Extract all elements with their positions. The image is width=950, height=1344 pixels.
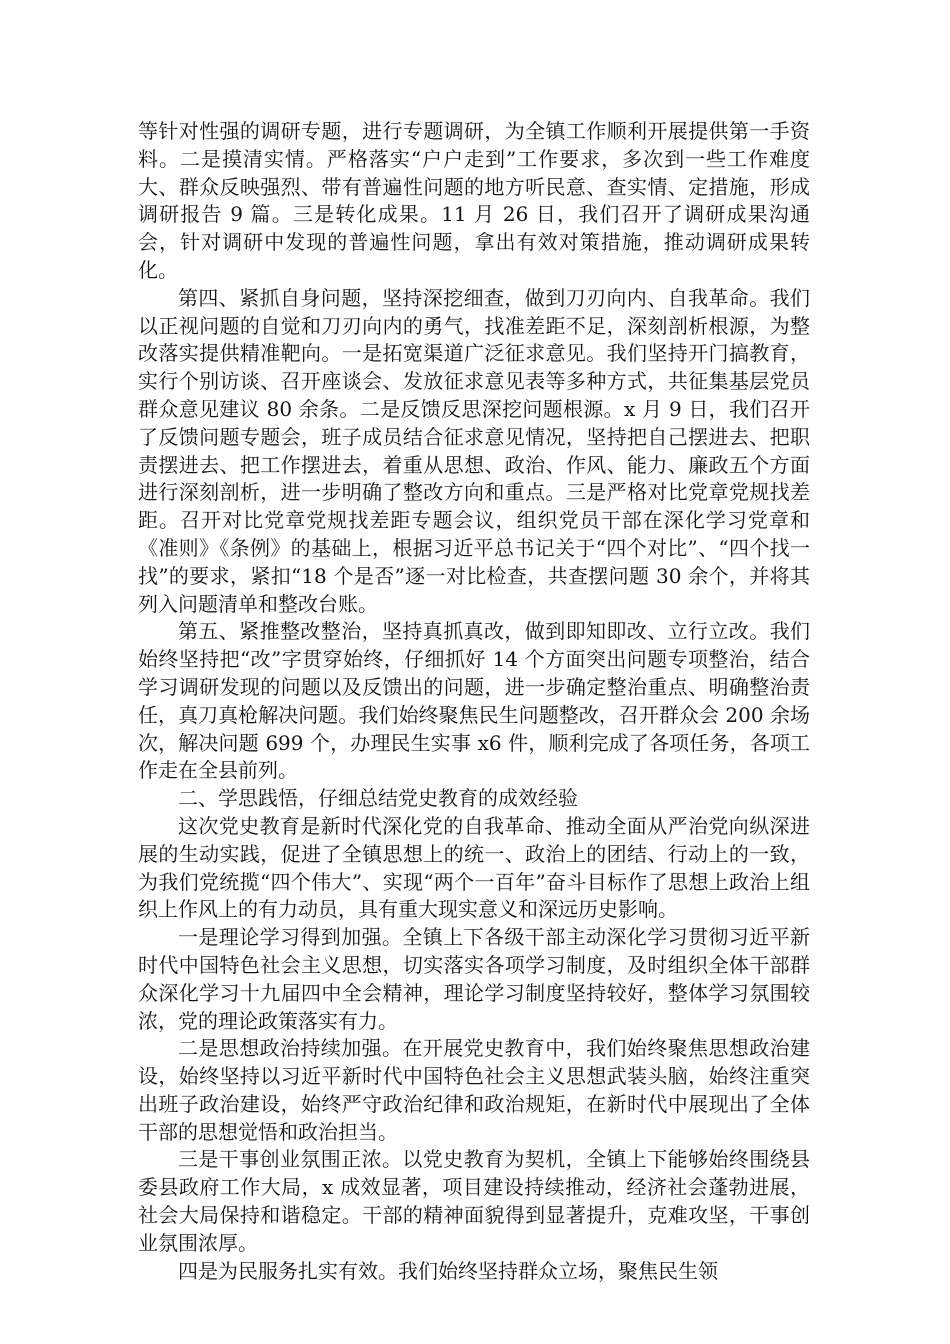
paragraph-public-service: 四是为民服务扎实有效。我们始终坚持群众立场，聚焦民生领 [178,1258,718,1283]
paragraph-political-thought: 二是思想政治持续加强。在开展党史教育中，我们始终聚焦思想政治建设，始终坚持以习近平新时代中国特色社会主义思想武装头脑，始终注重突出班子政治建设，始终严守政治纪律和政治规矩，在新时代中展现出了全体干部的思想觉悟和政治担当。 [138,1036,810,1144]
paragraph-continuation: 等针对性强的调研专题，进行专题调研，为全镇工作顺利开展提供第一手资料。二是摸清实情。严格落实“户户走到”工作要求，多次到一些工作难度大、群众反映强烈、带有普遍性问题的地方听民意、查实情、定措施，形成调研报告 9 篇。三是转化成果。11 月 26 日，我们召开了调研成果沟通会，针对调研中发现的普遍性问题，拿出有效对策措施，推动调研成果转化。 [138,119,810,282]
paragraph-theory-study: 一是理论学习得到加强。全镇上下各级干部主动深化学习贯彻习近平新时代中国特色社会主义思想，切实落实各项学习制度，及时组织全体干部群众深化学习十九届四中全会精神，理论学习制度坚持较好，整体学习氛围较浓，党的理论政策落实有力。 [138,925,810,1033]
paragraph-section-four: 第四、紧抓自身问题，坚持深挖细查，做到刀刃向内、自我革命。我们以正视问题的自觉和刀刃向内的勇气，找准差距不足，深刻剖析根源，为整改落实提供精准靶向。一是拓宽渠道广泛征求意见。我们坚持开门搞教育，实行个别访谈、召开座谈会、发放征求意见表等多种方式，共征集基层党员群众意见建议 80 余条。二是反馈反思深挖问题根源。x 月 9 日，我们召开了反馈问题专题会，班子成员结合征求意见情况，坚持把自己摆进去、把职责摆进去、把工作摆进去，着重从思想、政治、作风、能力、廉政五个方面进行深刻剖析，进一步明确了整改方向和重点。三是严格对比党章党规找差距。召开对比党章党规找差距专题会议，组织党员干部在深化学习党章和《准则》《条例》的基础上，根据习近平总书记关于“四个对比”、“四个找一找”的要求，紧扣“18 个是否”逐一对比检查，共查摆问题 30 余个，并将其列入问题清单和整改台账。 [138,285,810,616]
paragraph-section-five: 第五、紧推整改整治，坚持真抓真改，做到即知即改、立行立改。我们始终坚持把“改”字贯穿始终，仔细抓好 14 个方面突出问题专项整治，结合学习调研发现的问题以及反馈出的问题，进一步确定整治重点、明确整治责任，真刀真枪解决问题。我们始终聚焦民生问题整改，召开群众会 200 余场次，解决问题 699 个，办理民生实事 x6 件，顺利完成了各项任务，各项工作走在全县前列。 [138,619,810,783]
paragraph-work-atmosphere: 三是干事创业氛围正浓。以党史教育为契机，全镇上下能够始终围绕县委县政府工作大局，x 成效显著，项目建设持续推动，经济社会蓬勃进展，社会大局保持和谐稳定。干部的精神面貌得到显著提升，克难攻坚，干事创业氛围浓厚。 [138,1147,810,1255]
paragraph-party-history-intro: 这次党史教育是新时代深化党的自我革命、推动全面从严治党向纵深进展的生动实践，促进了全镇思想上的统一、政治上的团结、行动上的一致，为我们党统揽“四个伟大”、实现“两个一百年”奋斗目标作了思想上政治上组织上作风上的有力动员，具有重大现实意义和深远历史影响。 [138,813,810,922]
section-heading-two: 二、学思践悟，仔细总结党史教育的成效经验 [178,786,578,811]
document-body [138,118,810,1285]
